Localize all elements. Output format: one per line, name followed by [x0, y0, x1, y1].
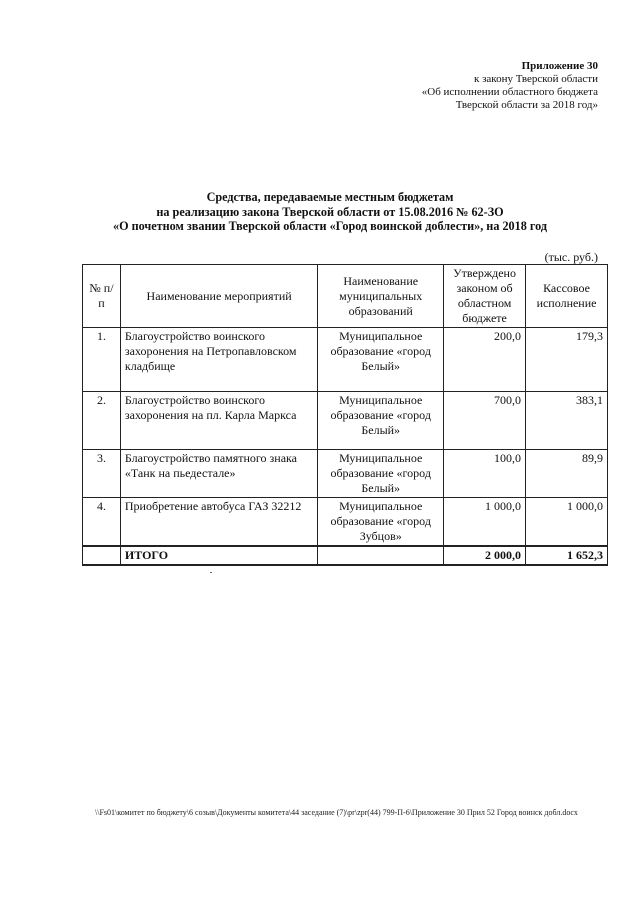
total-approved: 2 000,0	[444, 546, 526, 565]
row-municipality: Муниципальное образование «город Зубцов»	[318, 498, 444, 547]
header-event: Наименование мероприятий	[120, 265, 317, 328]
title-line-3: «О почетном звании Тверской области «Город воинской доблести», на 2018 год	[112, 219, 548, 233]
table-row	[83, 328, 608, 392]
appendix-number: Приложение 30	[521, 60, 598, 72]
table-row	[83, 450, 608, 498]
row-municipality: Муниципальное образование «город Белый»	[318, 328, 444, 392]
row-approved: 1 000,0	[444, 498, 526, 547]
row-num: 4.	[83, 498, 121, 547]
total-empty-cell	[83, 546, 121, 565]
total-empty-cell	[318, 546, 444, 565]
row-num: 3.	[83, 450, 121, 498]
appendix-line-3: «Об исполнении областного бюджета	[421, 86, 598, 98]
row-approved: 200,0	[444, 328, 526, 392]
row-event: Благоустройство воинского захоронения на Петропавловском кладбище	[120, 328, 317, 392]
table-row	[83, 498, 608, 547]
table-row	[83, 392, 608, 450]
row-executed: 383,1	[526, 392, 608, 450]
row-executed: 179,3	[526, 328, 608, 392]
header-num: № п/п	[83, 265, 121, 328]
appendix-line-4: Тверской области за 2018 год»	[455, 99, 598, 111]
units-label: (тыс. руб.)	[544, 250, 598, 264]
row-executed: 89,9	[526, 450, 608, 498]
row-num: 1.	[83, 328, 121, 392]
row-approved: 100,0	[444, 450, 526, 498]
row-event: Приобретение автобуса ГАЗ 32212	[120, 498, 317, 547]
row-event: Благоустройство памятного знака «Танк на пьедестале»	[120, 450, 317, 498]
title-line-2: на реализацию закона Тверской области от 15.08.2016 № 62-ЗО	[156, 204, 504, 219]
header-approved: Утверждено законом об областном бюджете	[444, 265, 526, 328]
appendix-line-2: к закону Тверской области	[473, 73, 598, 85]
scan-artifact-dot	[210, 572, 212, 573]
total-label: ИТОГО	[120, 546, 317, 565]
row-municipality: Муниципальное образование «город Белый»	[318, 392, 444, 450]
budget-table	[82, 264, 608, 566]
row-municipality: Муниципальное образование «город Белый»	[318, 450, 444, 498]
appendix-header	[422, 60, 598, 112]
table-header-row	[83, 265, 608, 328]
row-event: Благоустройство воинского захоронения на пл. Карла Маркса	[120, 392, 317, 450]
total-row	[83, 546, 608, 565]
row-num: 2.	[83, 392, 121, 450]
row-executed: 1 000,0	[526, 498, 608, 547]
title-line-1: Средства, передаваемые местным бюджетам	[206, 190, 454, 204]
total-executed: 1 652,3	[526, 546, 608, 565]
header-municipality: Наименование муниципальных образований	[318, 265, 444, 328]
row-approved: 700,0	[444, 392, 526, 450]
header-executed: Кассовое исполнение	[526, 265, 608, 328]
footer-file-path: \\Fs01\комитет по бюджету\6 созыв\Документы комитета\44 заседание (7)\pr\zpr(44) 799-П-6\Приложение 30 Прил 52 Город воинск добл.docx	[95, 808, 578, 817]
document-title	[70, 190, 590, 234]
